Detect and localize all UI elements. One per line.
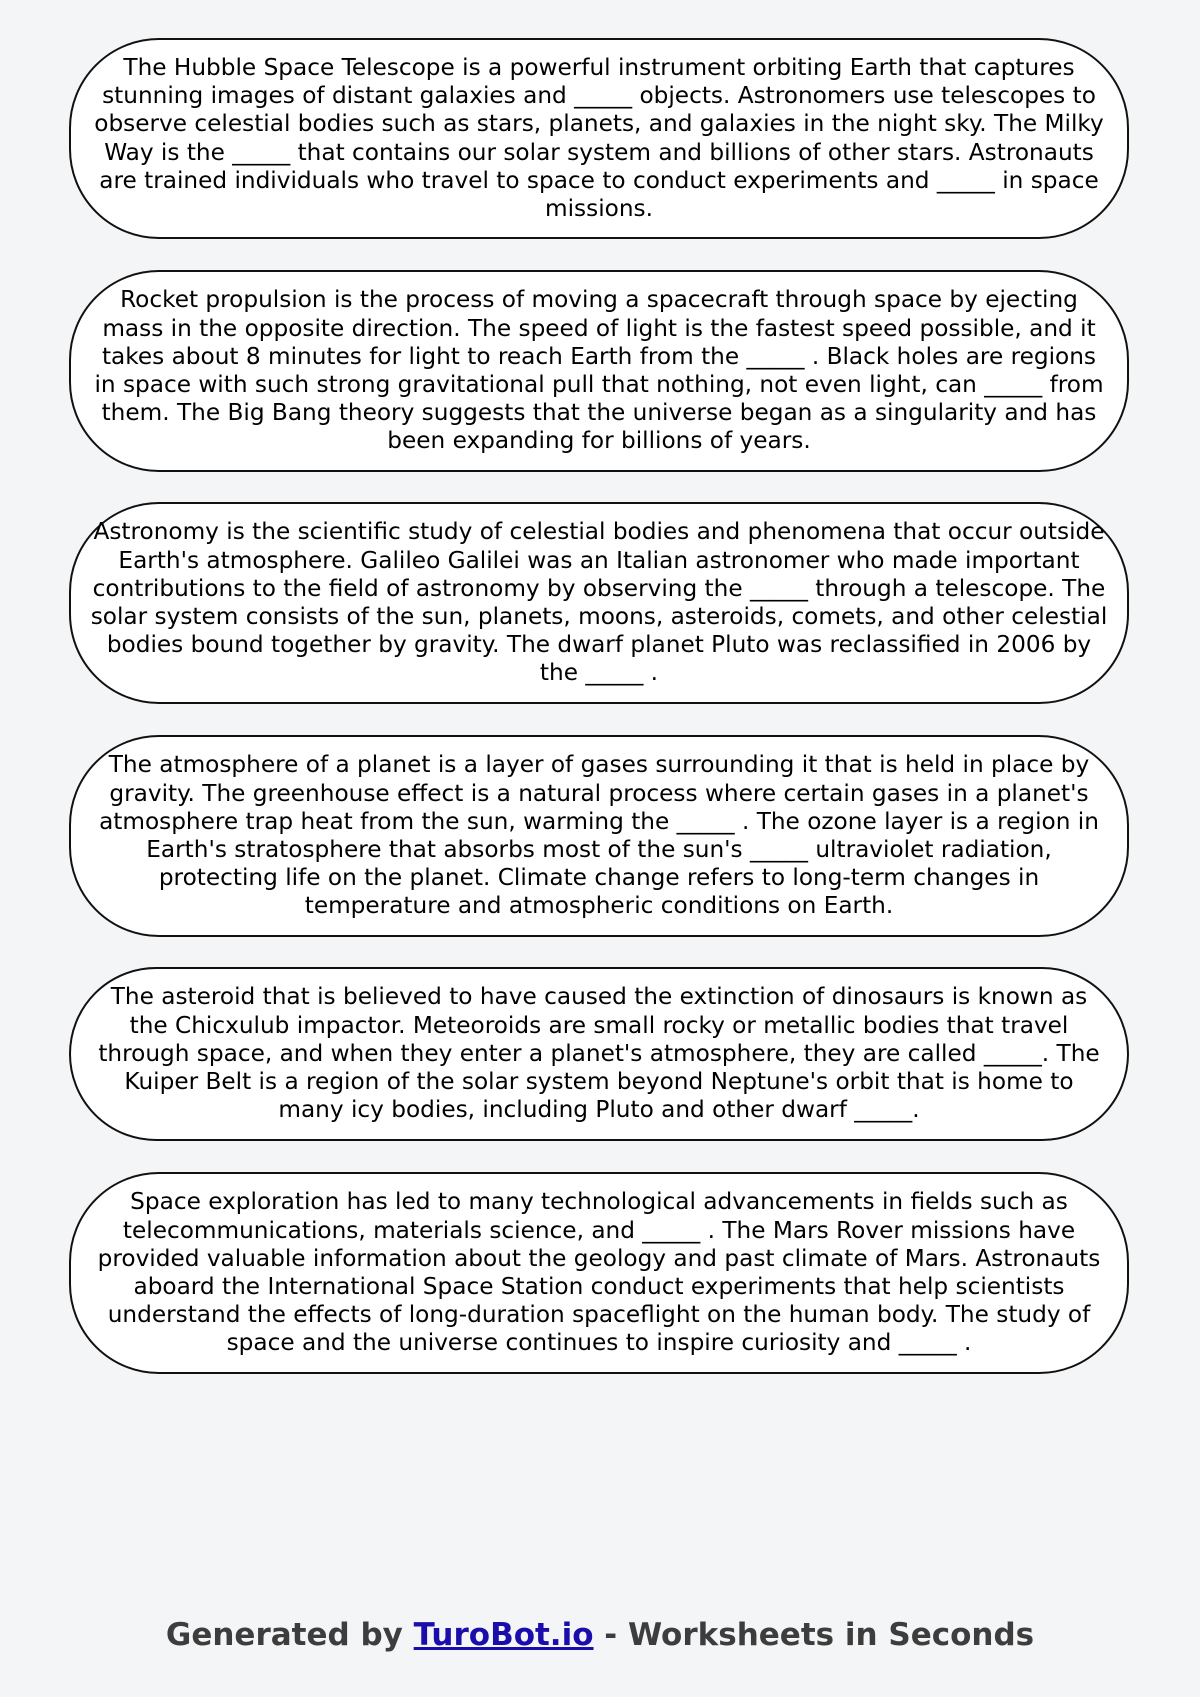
passage-text-6: Space exploration has led to many technological advancements in fields such as telecommunications, materials science, and _____ . The Mars Rover missions have provided valuable information about the geology and past climate of Mars. Astronauts aboard the International Space Station conduct experiments that help scientists understand the effects of long-duration spaceflight on the human body. The study of space and the universe continues to inspire curiosity and _____ . [97, 1188, 1101, 1357]
turobot-link[interactable]: TuroBot.io [413, 1617, 594, 1653]
passage-box-2 [69, 270, 1129, 472]
passage-box-6 [69, 1172, 1129, 1374]
passage-box-3 [69, 502, 1129, 704]
passage-text-2: Rocket propulsion is the process of moving a spacecraft through space by ejecting mass in the opposite direction. The speed of light is the fastest speed possible, and it takes about 8 minutes for light to reach Earth from the _____ . Black holes are regions in space with such strong gravitational pull that nothing, not even light, can _____ from them. The Big Bang theory suggests that the universe began as a singularity and has been expanding for billions of years. [94, 286, 1104, 455]
passage-text-3: Astronomy is the scientific study of celestial bodies and phenomena that occur outside Earth's atmosphere. Galileo Galilei was an Italian astronomer who made important contributions to the field of astronomy by observing the _____ through a telescope. The solar system consists of the sun, planets, moons, asteroids, comets, and other celestial bodies bound together by gravity. The dwarf planet Pluto was reclassified in 2006 by the _____ . [90, 518, 1108, 687]
footer-prefix: Generated by [165, 1617, 414, 1653]
passage-text-5: The asteroid that is believed to have caused the extinction of dinosaurs is known as the Chicxulub impactor. Meteoroids are small rocky or metallic bodies that travel through space, and when they enter a planet's atmosphere, they are called _____. The Kuiper Belt is a region of the solar system beyond Neptune's orbit that is home to many icy bodies, including Pluto and other dwarf _____. [98, 983, 1100, 1124]
passage-box-4 [69, 735, 1129, 937]
passage-text-1: The Hubble Space Telescope is a powerful instrument orbiting Earth that captures stunning images of distant galaxies and _____ objects. Astronomers use telescopes to observe celestial bodies such as stars, planets, and galaxies in the night sky. The Milky Way is the _____ that contains our solar system and billions of other stars. Astronauts are trained individuals who travel to space to conduct experiments and _____ in space missions. [94, 53, 1104, 222]
footer [0, 1617, 1200, 1653]
passage-text-4: The atmosphere of a planet is a layer of gases surrounding it that is held in place by gravity. The greenhouse effect is a natural process where certain gases in a planet's atmosphere trap heat from the sun, warming the _____ . The ozone layer is a region in Earth's stratosphere that absorbs most of the sun's _____ ultraviolet radiation, protecting life on the planet. Climate change refers to long-term changes in temperature and atmospheric conditions on Earth. [99, 751, 1099, 920]
footer-suffix: - Worksheets in Seconds [593, 1617, 1035, 1653]
passage-box-1 [69, 38, 1129, 239]
passage-box-5 [69, 967, 1129, 1141]
